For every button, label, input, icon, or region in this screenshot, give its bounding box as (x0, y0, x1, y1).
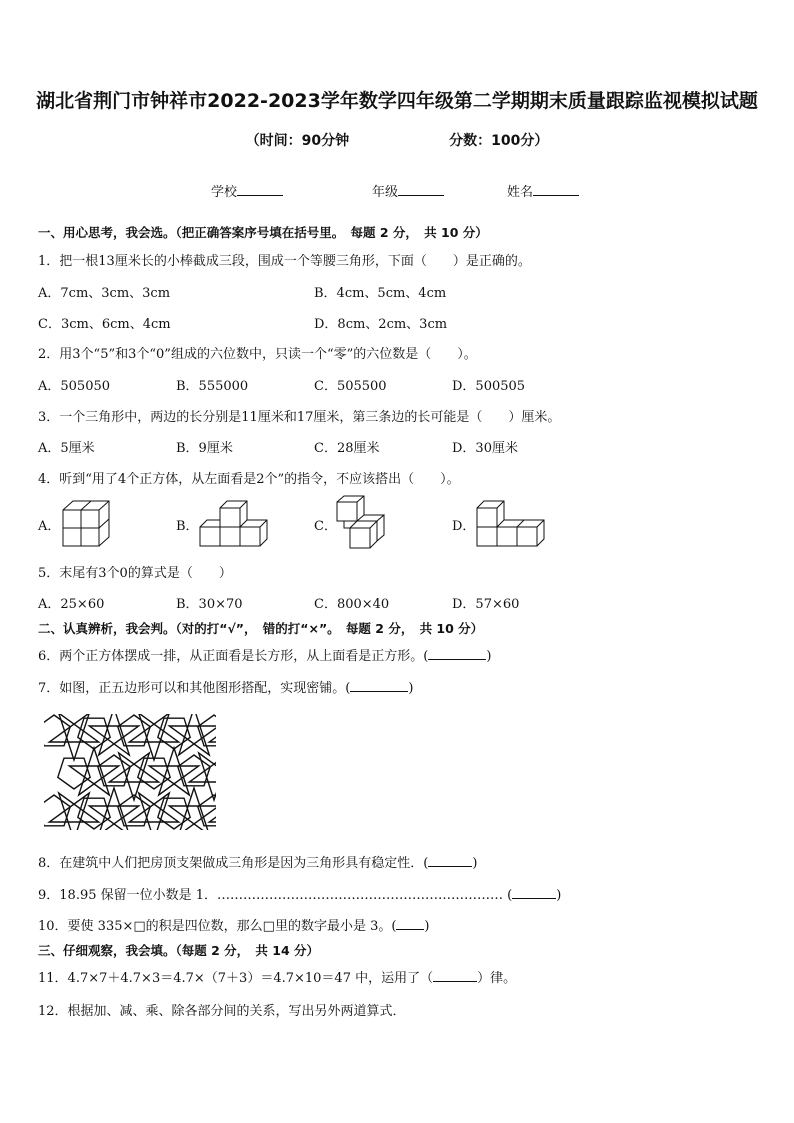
star-tile (69, 748, 118, 795)
q3-option-d: D．30厘米 (452, 441, 518, 456)
name-blank (533, 183, 579, 196)
q6-answer-blank[interactable] (428, 647, 486, 660)
name-field (507, 181, 579, 200)
q10-text: 10．要使 335×□的积是四位数，那么□里的数字最小是 3。( (38, 919, 397, 934)
question-9 (38, 884, 561, 903)
cube-figure-b (199, 499, 269, 549)
exam-score: 分数：100分） (449, 133, 549, 149)
q6-close: ) (486, 649, 492, 664)
star-tile (169, 788, 216, 830)
q7-answer-blank[interactable] (350, 679, 408, 692)
q5-option-b: B．30×70 (176, 597, 243, 612)
q5-option-a: A．25×60 (38, 597, 105, 612)
q1-option-d: D．8cm、2cm、3cm (314, 317, 448, 332)
q4-option-c: C． (314, 519, 337, 534)
exam-subtitle (0, 130, 794, 150)
star-tile (49, 714, 98, 760)
question-3: 3．一个三角形中，两边的长分别是11厘米和17厘米，第三条边的长可能是（ ）厘米。 (38, 410, 561, 425)
cube-figure-c (336, 494, 388, 550)
grade-blank (398, 183, 444, 196)
question-11 (38, 967, 516, 986)
q9-close: ) (556, 888, 562, 903)
q8-text: 8．在建筑中人们把房顶支架做成三角形是因为三角形具有稳定性．( (38, 856, 429, 871)
star-tile (189, 753, 216, 800)
question-10 (38, 915, 430, 934)
star-tile (89, 788, 138, 830)
name-label: 姓名 (507, 185, 534, 200)
section3-heading: 三、仔细观察，我会填。（每题 2 分， 共 14 分） (38, 943, 320, 958)
section1-heading: 一、用心思考，我会选。（把正确答案序号填在括号里。 每题 2 分， 共 10 分） (38, 225, 488, 240)
star-tile (109, 753, 158, 800)
q3-option-a: A．5厘米 (38, 441, 95, 456)
page-title: 湖北省荆门市钟祥市2022-2023学年数学四年级第二学期期末质量跟踪监视模拟试题 (36, 90, 758, 112)
q11-answer-blank[interactable] (433, 969, 477, 982)
q9-answer-blank[interactable] (512, 886, 556, 899)
pentagon-tiling-figure (44, 714, 216, 830)
school-field (211, 181, 283, 200)
q3-option-c: C．28厘米 (314, 441, 380, 456)
q3-option-b: B．9厘米 (176, 441, 233, 456)
q1-option-c: C．3cm、6cm、4cm (38, 317, 171, 332)
star-tile (129, 714, 178, 760)
cube-figure-a (62, 499, 112, 549)
question-4: 4．听到“用了4个正方体，从左面看是2个”的指令，不应该搭出（ ）。 (38, 472, 460, 487)
question-2: 2．用3个“5”和3个“0”组成的六位数中，只读一个“零”的六位数是（ ）。 (38, 347, 477, 362)
q8-close: ) (472, 856, 478, 871)
q1-option-a: A．7cm、3cm、3cm (38, 286, 171, 301)
grade-field (372, 181, 444, 200)
cube-figure-d (476, 499, 546, 549)
section2-heading: 二、认真辨析，我会判。（对的打“√”， 错的打“×”。 每题 2 分， 共 10 分） (38, 621, 484, 636)
question-7 (38, 677, 413, 696)
q2-option-d: D．500505 (452, 379, 526, 394)
question-5: 5．末尾有3个0的算式是（ ） (38, 566, 232, 581)
q11-text: 11．4.7×7＋4.7×3＝4.7×（7＋3）＝4.7×10＝47 中，运用了（ (38, 971, 434, 986)
star-tile (169, 714, 216, 755)
q11-suffix: ）律。 (477, 971, 517, 986)
q4-option-d: D． (452, 519, 476, 534)
q9-dots: ………………………………………………………… ( (217, 888, 513, 903)
q7-text: 7．如图，正五边形可以和其他图形搭配，实现密铺。( (38, 681, 351, 696)
school-label: 学校 (211, 185, 238, 200)
exam-time: （时间：90分钟 (245, 133, 350, 149)
q5-option-d: D．57×60 (452, 597, 520, 612)
question-6 (38, 645, 491, 664)
q2-option-b: B．555000 (176, 379, 249, 394)
q10-close: ) (424, 919, 430, 934)
q1-option-b: B．4cm、5cm、4cm (314, 286, 447, 301)
q4-option-b: B． (176, 519, 199, 534)
star-tile (149, 748, 198, 795)
q2-option-c: C．505500 (314, 379, 387, 394)
q2-option-a: A．505050 (38, 379, 111, 394)
star-tile (209, 714, 216, 760)
q5-option-c: C．800×40 (314, 597, 390, 612)
question-8 (38, 852, 477, 871)
q9-text: 9．18.95 保留一位小数是 1． (38, 888, 218, 903)
star-tile (89, 714, 138, 755)
q10-answer-blank[interactable] (396, 917, 424, 930)
q7-close: ) (408, 681, 414, 696)
school-blank (237, 183, 283, 196)
question-12: 12．根据加、减、乘、除各部分间的关系，写出另外两道算式． (38, 1004, 406, 1019)
question-1: 1．把一根13厘米长的小棒截成三段，围成一个等腰三角形，下面（ ）是正确的。 (38, 254, 531, 269)
q6-text: 6．两个正方体摆成一排，从正面看是长方形，从上面看是正方形。( (38, 649, 429, 664)
grade-label: 年级 (372, 185, 399, 200)
q8-answer-blank[interactable] (428, 854, 472, 867)
q4-option-a: A． (38, 519, 61, 534)
